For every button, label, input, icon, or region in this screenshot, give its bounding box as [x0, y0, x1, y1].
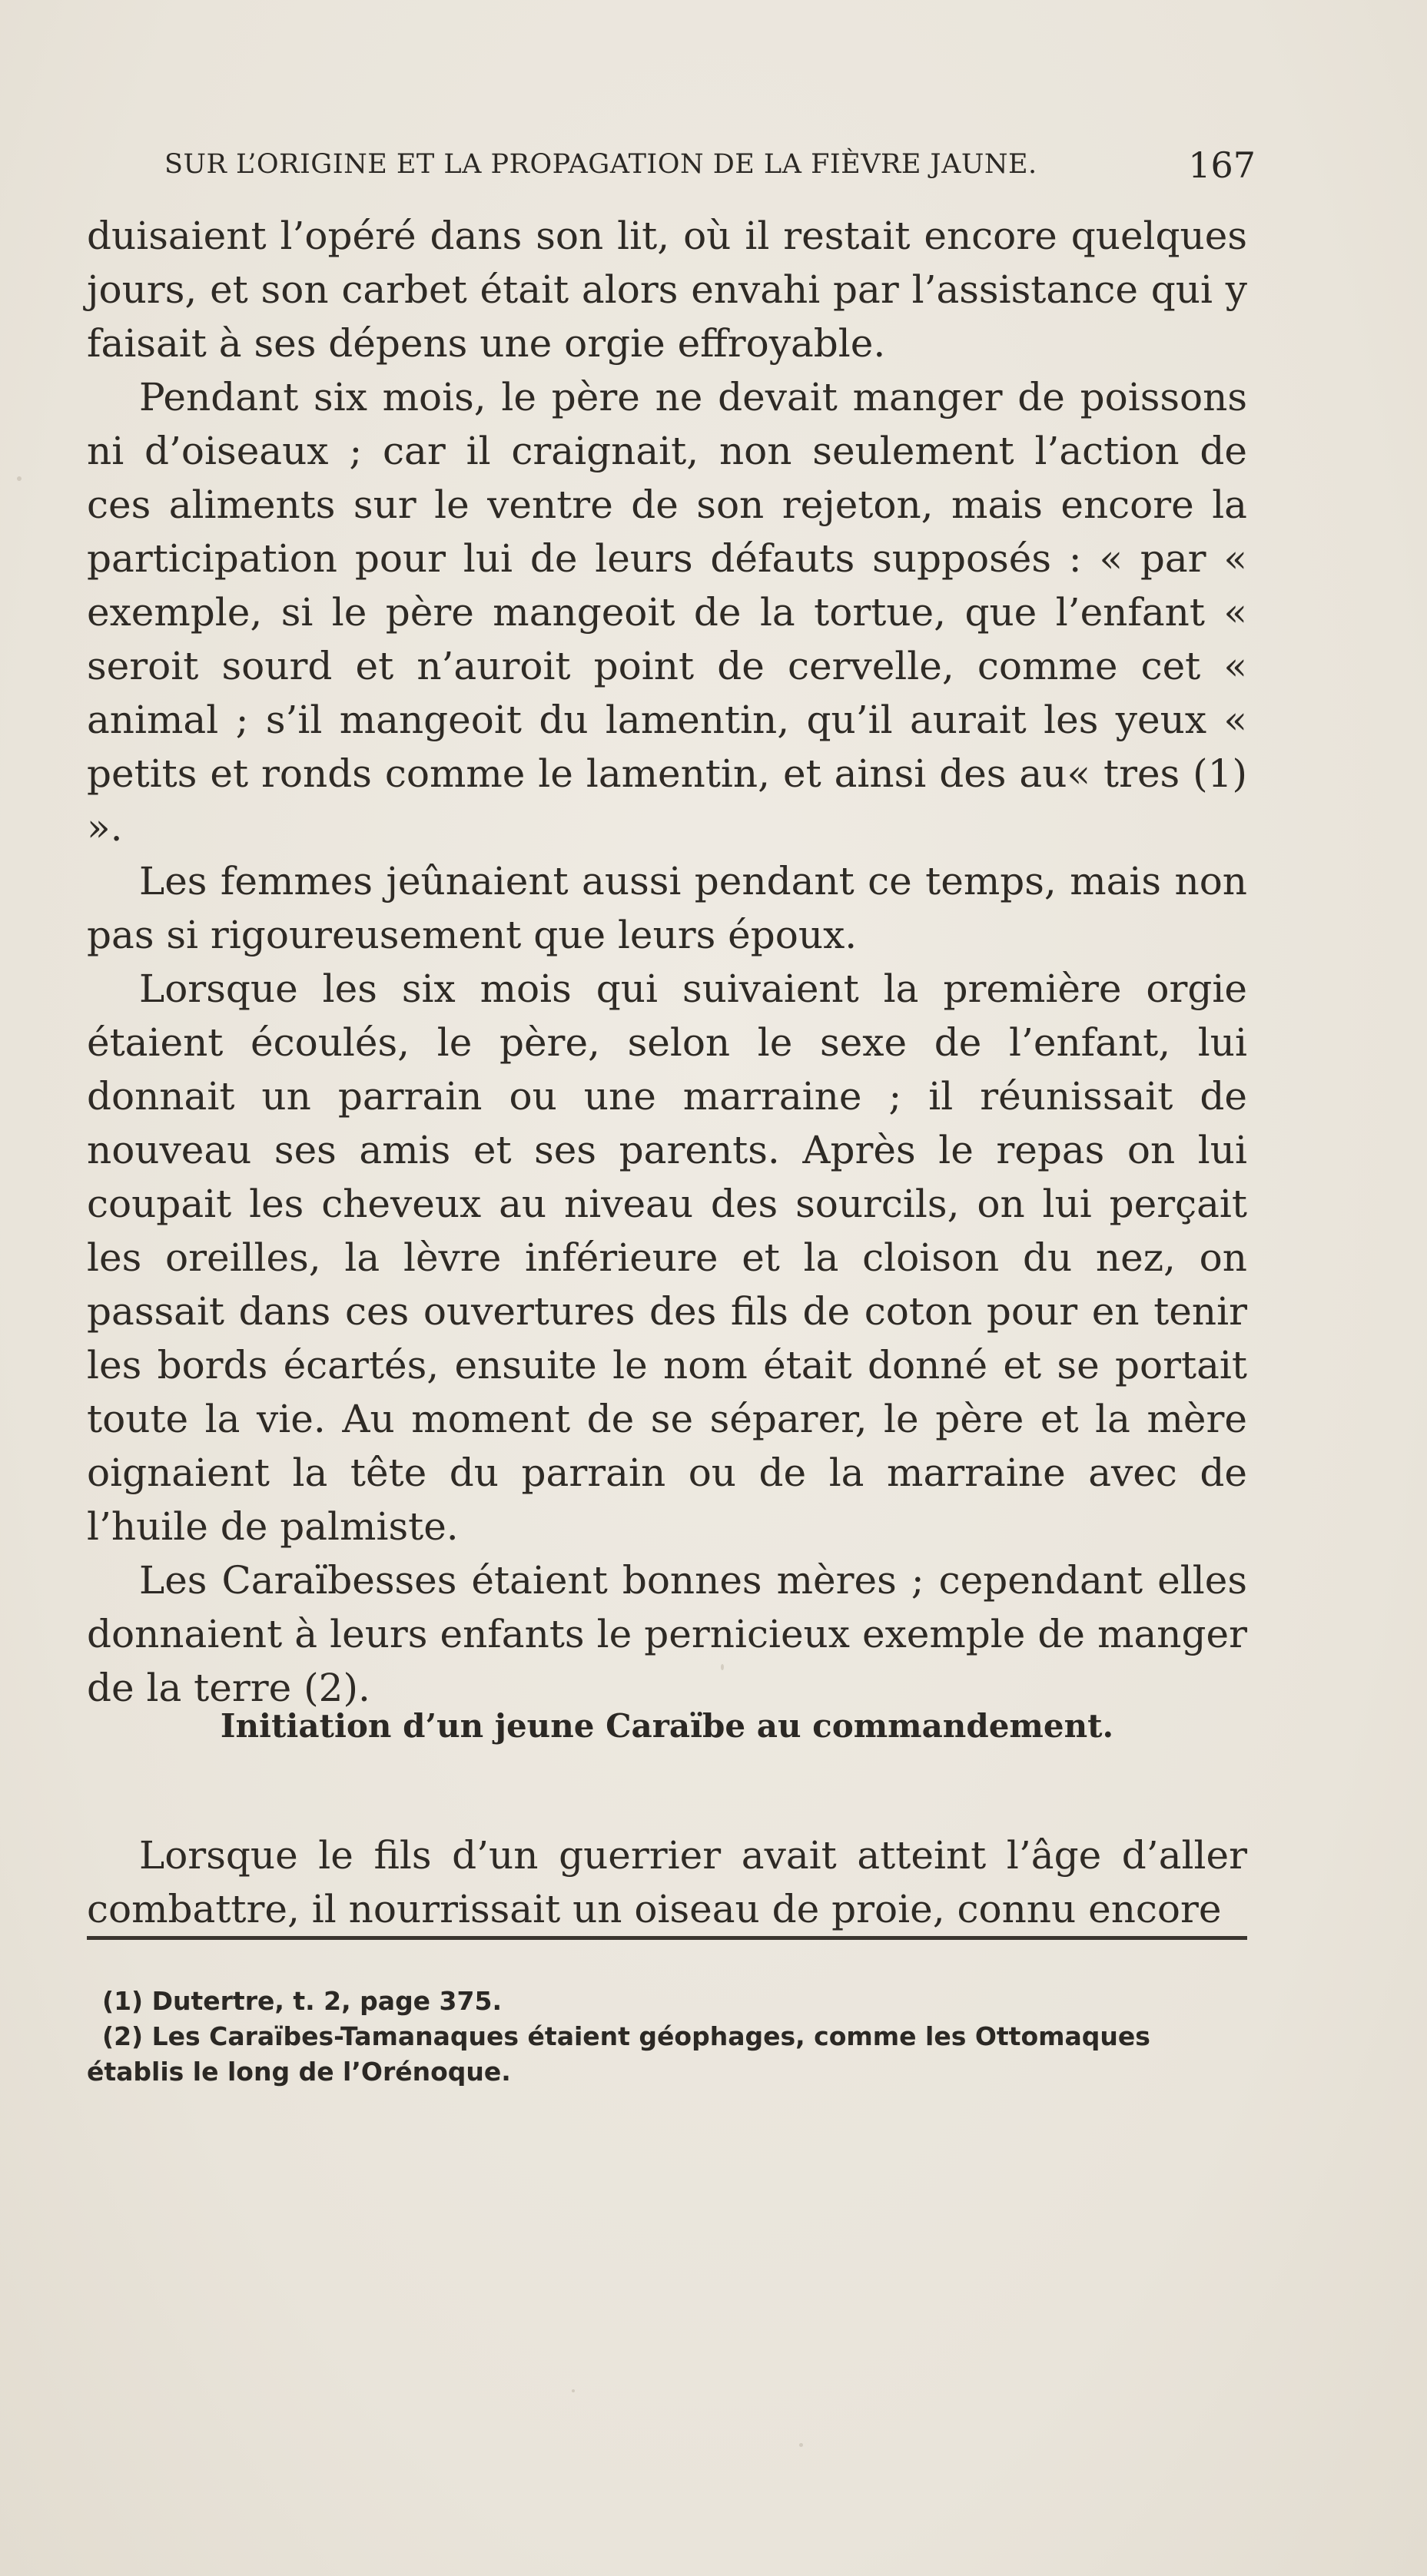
paper-spot: [799, 2443, 803, 2447]
footnotes: [87, 1984, 1247, 2090]
paragraph: Les Caraïbesses étaient bonnes mères ; cependant elles donnaient à leurs enfants le pernicieux exemple de manger de la terre (2).: [87, 1558, 1247, 1710]
footnote: (2) Les Caraïbes-Tamanaques étaient géophages, comme les Ottomaques établis le long de l’Orénoque.: [87, 2021, 1150, 2087]
main-text: [87, 209, 1247, 1715]
paper-spot: [17, 476, 22, 481]
section-title: Initiation d’un jeune Caraïbe au commandement.: [220, 1707, 1114, 1745]
section-text: [87, 1790, 1247, 1974]
paragraph: Lorsque les six mois qui suivaient la première orgie étaient écoulés, le père, selon le sexe de l’enfant, lui donnait un parrain ou une marraine ; il réunissait de nouveau ses amis et ses parents. Après le repas on lui coupait les cheveux au niveau des sourcils, on lui perçait les oreilles, la lèvre inférieure et la cloison du nez, on passait dans ces ouvertures des fils de coton pour en tenir les bords écartés, ensuite le nom était donné et se portait toute la vie. Au moment de se séparer, le père et la mère oignaient la tête du parrain ou de la marraine avec de l’huile de palmiste.: [87, 966, 1247, 1549]
page-header: [164, 144, 1256, 191]
page-number: 167: [1188, 144, 1256, 186]
footnote-divider: [87, 1936, 1247, 1940]
paragraph: Les femmes jeûnaient aussi pendant ce temps, mais non pas si rigoureusement que leurs époux.: [87, 859, 1247, 957]
paragraph: Pendant six mois, le père ne devait manger de poissons ni d’oiseaux ; car il craignait, non seulement l’action de ces aliments sur le ventre de son rejeton, mais encore la participation pour lui de leurs défauts supposés : « par « exemple, si le père mangeoit de la tortue, que l’enfant « seroit sourd et n’auroit point de cervelle, comme cet « animal ; s’il mangeoit du lamentin, qu’il aurait les yeux « petits et ronds comme le lamentin, et ainsi des au« tres (1) ».: [87, 375, 1247, 850]
paper-spot: [721, 1664, 724, 1670]
paragraph-continued: duisaient l’opéré dans son lit, où il restait encore quelques jours, et son carbet était alors envahi par l’assistance qui y faisait à ses dépens une orgie effroyable.: [87, 214, 1247, 366]
paragraph: Lorsque le fils d’un guerrier avait atteint l’âge d’aller combattre, il nourrissait un oiseau de proie, connu encore: [87, 1833, 1247, 1931]
footnote: (1) Dutertre, t. 2, page 375.: [102, 1986, 502, 2016]
running-title: SUR L’ORIGINE ET LA PROPAGATION DE LA FIÈVRE JAUNE.: [164, 149, 1037, 180]
paper-spot: [572, 2389, 575, 2392]
